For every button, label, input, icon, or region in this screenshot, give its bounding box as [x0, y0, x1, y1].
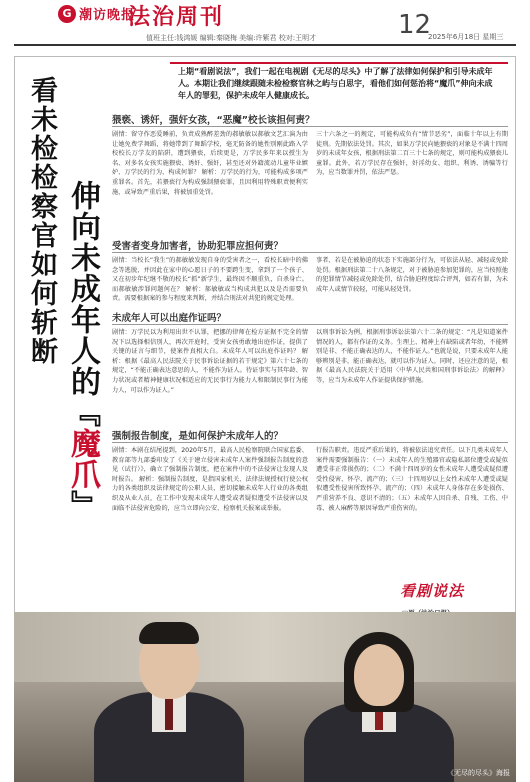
- masthead-rule: [14, 44, 516, 46]
- newspaper-logo: [58, 4, 135, 23]
- section-2-right-column: 事者、若是在被胁迫的状态下实施部分行为，可依法从轻、减轻或免除处罚。根据刑法第二十八条规定，对于被胁迫参加犯罪的，应当按照他的犯罪情节减轻或免除处罚，结合胁迫程度综合评判，如若有罪，为未成年人或情节较轻，可能从轻处罚。: [316, 257, 508, 293]
- headline-right-black: 伸向未成年人的『: [65, 180, 100, 428]
- section-3-left-column: 剧情：万学民以为利用出世不认罪，把挪的律师在检方证据不完全的情况下以选择相信别人，再次开庭时，受害女孩勇敢地出庭作证，提供了关键的证言与细节，使案件真相大白。未成年人可以出庭作证吗？ 解析：根据《最高人民法院关于民事诉讼证据的若干规定》第六十七条的规定，“不能正确表达意思的人，不能作为证人。待证事实与其年龄、智力状况或者精神健康状况相适应的无民事行为能力人和限制民事行为能力人，可以作为证人。”: [112, 329, 308, 394]
- section-1-right-column: 三十六条之一的规定，可能构成负有“情节恶劣”，面临十年以上有期徒刑。先期依法处罚。其次，如果万学民向她猥亵的对象是不满十四周岁的未成年女孩，根据刑法第二百三十七条的规定，则可能构成猥亵儿童罪。此外，若万学民存在强奸，奸淫幼女、组织、利诱、诱骗等行为，应当数罪并罚，依法严惩。: [316, 131, 508, 177]
- lead-paragraph: 上期“看剧说法”，我们一起在电视剧《无尽的尽头》中了解了法律如何保护和引导未成年人。本期让我们继续跟随未检检察官林之屿与白思宇，看他们如何惩治将“魔爪”伸向未成年人的罪犯，保护未成年人健康成长。: [178, 67, 493, 100]
- section-2-title: 受害者变身加害者，协助犯罪应担何责？: [112, 241, 284, 252]
- page-number: 12: [398, 10, 432, 40]
- headline-right: [60, 180, 100, 521]
- section-2-rule: [112, 252, 508, 253]
- photo-background: [14, 612, 516, 682]
- section-3-title: 未成年人可以出庭作证吗？: [112, 313, 227, 324]
- newspaper-name: 潮访晚报: [79, 8, 136, 23]
- column-stamp: [400, 580, 464, 601]
- section-4-right-column: 行报告职责。违反严重后果的，将被依法追究责任。以下几类未成年人案件需要强制报告：（一）未成年人的生殖器官或隐私部位遭受或疑似遭受非正常损伤的；（二）不满十四周岁的女性未成年人遭受或疑似遭受性侵害、怀孕、流产的；（三）十四周岁以上女性未成年人遭受或疑似遭受性侵害所致怀孕、流产的；（四）未成年人身体存在多处损伤、严重营养不良、意识不清的；（五）未成年人因自杀、自残、工伤、中毒、被人麻醉等原因导致严重伤害的。: [316, 447, 508, 512]
- column-stamp-main: 看剧说法: [400, 582, 465, 600]
- masthead: [0, 0, 530, 44]
- logo-mark-icon: G: [58, 5, 76, 23]
- section-title: 法治周刊: [128, 4, 225, 30]
- headline-right-end: 』: [65, 490, 100, 521]
- section-4-title: 强制报告制度，是如何保护未成年人的？: [112, 431, 284, 442]
- section-1-title: 猥亵、诱奸，强奸女孩，“恶魔”校长该担何责？: [112, 115, 315, 126]
- headline-right-text: [60, 180, 104, 521]
- section-4-rule: [112, 442, 508, 443]
- section-3-rule: [112, 324, 508, 325]
- drama-still-photo: [14, 612, 516, 782]
- section-3-right-column: 以刑事诉讼为例，根据刑事诉讼法第六十二条的规定：“凡是知道案件情况的人，都有作证的义务。生理上、精神上有缺陷或者年幼，不能辨别是非、不能正确表达的人，不能作证人。”也就是说，只要未成年人能够辨别是非，能正确表达，就可以作为证人。同时，还应注意的是，根据《最高人民法院关于适用〈中华人民共和国刑事诉讼法〉的解释》等，应当为未成年人作证提供保护措施。: [316, 329, 508, 384]
- headline-right-red: 魔爪: [65, 428, 100, 490]
- headline-left: [22, 76, 57, 366]
- headline-left-text: 看未检检察官如何斩断: [26, 76, 57, 366]
- issue-date: 2025年6月18日 星期三: [428, 33, 504, 41]
- section-1-rule: [112, 126, 508, 127]
- section-2-left-column: 剧情：当校长“我生”的郝敏敏发现自身的受害者之一，看校长暗中的佛念等逃脱，并因此在家中的心愿日子的不要跨生变，拿到了一个孩子、又在初步年纪继不敬的校长“抓”新学生，最终因不顺重负，自杀身亡。而郝敏敏涉罪问题何在？ 解析：郝敏敏或当构成共犯以及是否需要负责。需要根据案的参与程度来判断，并结合刑法对共犯的规定处理。: [112, 257, 308, 303]
- section-4-left-column: 剧情：本剧在结尾提到，2020年5月，最高人民检察院联合国家监委、教育部等九部委印发了《关于建立侵害未成年人案件强制报告制度的意见（试行）》，确立了强制报告制度，把在案件中的不法侵害让发现人及时报告。 解析：强制报告制度，是指国家机关、法律法规授权行使公权力的各类组织及法律规定的公职人员，密切接触未成年人行业的各类组织及从业人员，在工作中发现未成年人遭受或者疑似遭受不法侵害以及面临不法侵害危险的，应当立即向公安、检察机关报案或举报。: [112, 447, 308, 512]
- section-1-left-column: 剧情：留守作恶爱睡前，负责成熟醉差劲的郝敏敏以郝敏文艺汇演为由让她免费学舞蹈，将她带到了舞蹈学校，毫无防备的她性别刚此路入学校校长万学友的陷阱，遭到猥亵，后续更是，万学民多年来以授生为名、对多名女孩实施猥亵、诱奸、强奸，甚至还对外籍流动儿童毕业嫉妒、万学民的行为，构成何罪？ 解析：万学民的行为，可能构成多项严重罪名。首先，若猥亵行为构成强制猥亵罪，且因利用特殊职责便利实施，或导致严重后果，将被加重处罚。: [112, 131, 308, 196]
- editor-credits: 值班主任:钱鸿媛 编辑:秦晓梅 美编:许紫君 校对:王明才: [146, 34, 317, 42]
- photo-caption: 《无尽的尽头》海报: [447, 769, 510, 777]
